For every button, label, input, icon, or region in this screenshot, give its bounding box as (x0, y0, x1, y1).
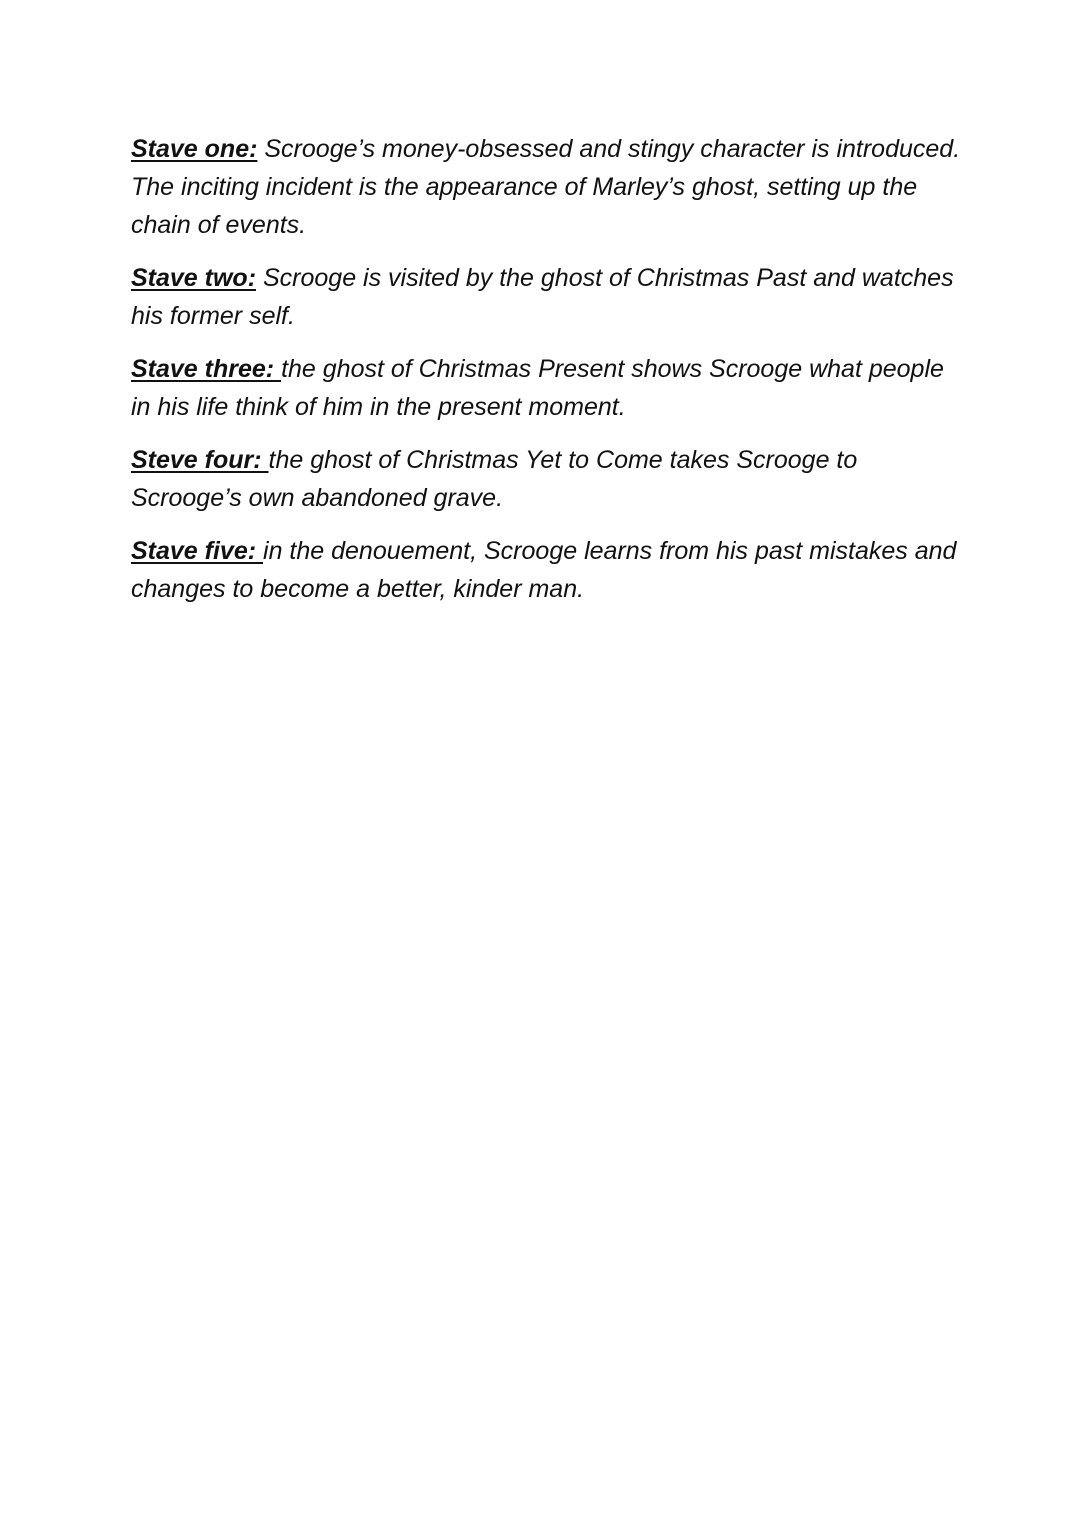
stave-four-text: the ghost of Christmas Yet to Come takes Scrooge to Scrooge’s own abandoned grave. (131, 446, 858, 512)
stave-three-paragraph (131, 350, 961, 426)
stave-three-text: the ghost of Christmas Present shows Scrooge what people in his life think of him in the present moment. (131, 355, 944, 421)
stave-three-label: Stave three: (131, 355, 282, 383)
stave-two-text: Scrooge is visited by the ghost of Christmas Past and watches his former self. (131, 264, 954, 330)
stave-four-label: Steve four: (131, 446, 269, 474)
stave-two-label: Stave two: (131, 264, 257, 292)
stave-four-paragraph (131, 441, 961, 517)
stave-one-label: Stave one: (131, 135, 258, 163)
stave-two-paragraph (131, 259, 961, 335)
stave-summary-list (131, 130, 961, 623)
stave-one-text: Scrooge’s money-obsessed and stingy character is introduced. The inciting incident is the appearance of Marley’s ghost, setting up the chain of events. (131, 135, 961, 239)
stave-five-label: Stave five: (131, 537, 264, 565)
stave-five-text: in the denouement, Scrooge learns from his past mistakes and changes to become a better, kinder man. (131, 537, 957, 603)
stave-one-paragraph (131, 130, 961, 244)
stave-five-paragraph (131, 532, 961, 608)
